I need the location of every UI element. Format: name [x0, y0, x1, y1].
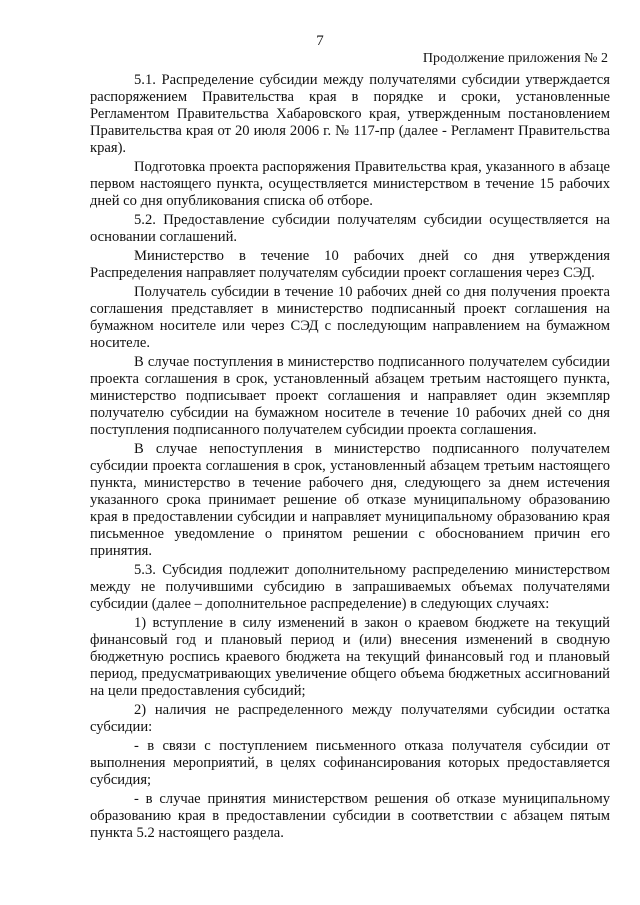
paragraph-recipient-returns-draft: Получатель субсидии в течение 10 рабочих дней со дня получения проекта соглашения представляет в министерство подписанный проект соглашения на бумажном носителе или через СЭД с последующим направлением на бумажном носителе. — [90, 284, 610, 351]
document-body — [90, 72, 610, 844]
paragraph-5-3: 5.3. Субсидия подлежит дополнительному распределению министерством между не получившими субсидию в запрашиваемых объемах получателями субсидии (далее – дополнительное распределение) в следующих случаях: — [90, 562, 610, 612]
paragraph-ministry-sends-draft: Министерство в течение 10 рабочих дней со дня утверждения Распределения направляет получателям субсидии проект соглашения через СЭД. — [90, 248, 610, 281]
paragraph-5-2: 5.2. Предоставление субсидии получателям субсидии осуществляется на основании соглашений. — [90, 212, 610, 245]
paragraph-draft-preparation: Подготовка проекта распоряжения Правительства края, указанного в абзаце первом настоящего пункта, осуществляется министерством в течение 15 рабочих дней со дня опубликования списка об отборе. — [90, 159, 610, 209]
paragraph-case-2-sub-1: - в связи с поступлением письменного отказа получателя субсидии от выполнения мероприятий, в целях софинансирования которых предоставляется субсидия; — [90, 738, 610, 788]
appendix-continuation-label: Продолжение приложения № 2 — [422, 51, 608, 66]
paragraph-case-1: 1) вступление в силу изменений в закон о краевом бюджете на текущий финансовый год и плановый период и (или) внесения изменений в сводную бюджетную роспись краевого бюджета на текущий финансовый год и плановый период, предусматривающих увеличение общего объема бюджетных ассигнований на цели предоставления субсидий; — [90, 615, 610, 699]
paragraph-refusal-decision: В случае непоступления в министерство подписанного получателем субсидии проекта соглашения в срок, установленный абзацем третьим настоящего пункта, министерство в течение рабочего дня, следующего за днем истечения указанного срока принимает решение об отказе муниципальному образованию края в предоставлении субсидии и направляет муниципальному образованию края письменное уведомление о принятом решении с обоснованием причин его принятия. — [90, 441, 610, 559]
page-number: 7 — [316, 33, 324, 49]
paragraph-case-2: 2) наличия не распределенного между получателями субсидии остатка субсидии: — [90, 702, 610, 735]
paragraph-agreement-signing: В случае поступления в министерство подписанного получателем субсидии проекта соглашения в срок, установленный абзацем третьим настоящего пункта, министерство подписывает проект соглашения и направляет один экземпляр получателю субсидии на бумажном носителе в течение 10 рабочих дней со дня поступления подписанного получателем субсидии проекта соглашения. — [90, 354, 610, 438]
paragraph-5-1: 5.1. Распределение субсидии между получателями субсидии утверждается распоряжением Правительства края в порядке и сроки, установленные Регламентом Правительства Хабаровского края, утвержденным постановлением Правительства края от 20 июля 2006 г. № 117-пр (далее - Регламент Правительства края). — [90, 72, 610, 156]
paragraph-case-2-sub-2: - в случае принятия министерством решения об отказе муниципальному образованию края в предоставлении субсидии в соответствии с абзацем пятым пункта 5.2 настоящего раздела. — [90, 791, 610, 841]
